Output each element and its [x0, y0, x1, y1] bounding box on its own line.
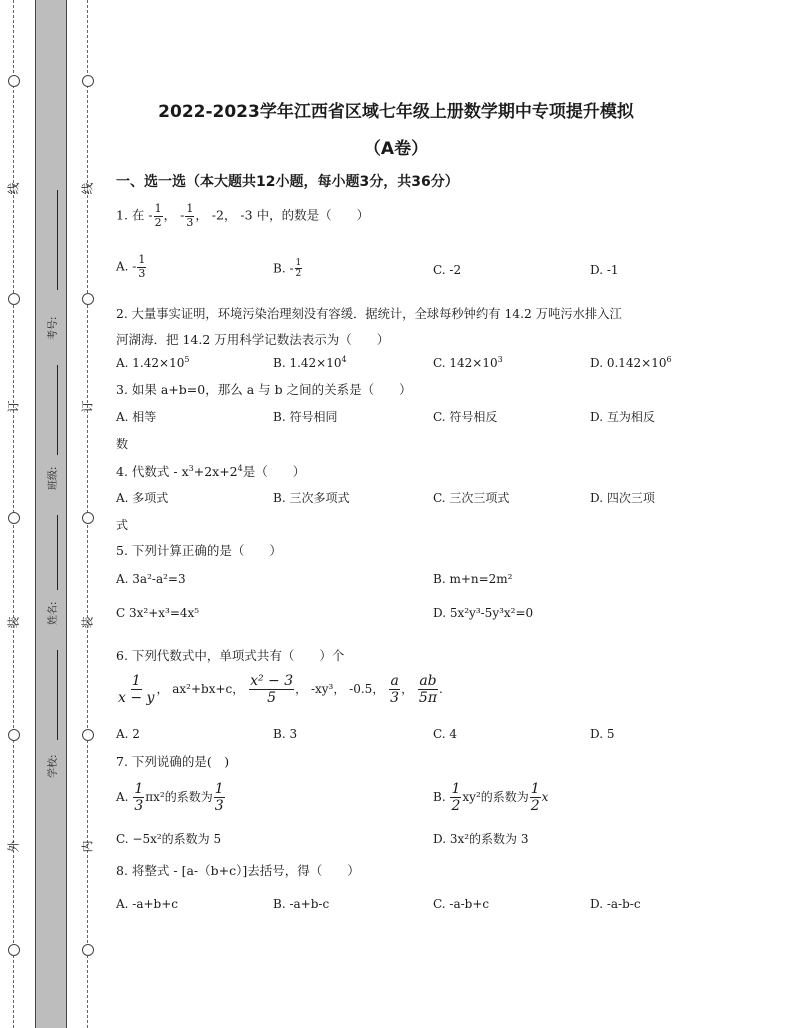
question-2-stem-line2: 河湖海．把 14.2 万用科学记数法表示为（ ） [116, 332, 390, 347]
question-2-option-d[interactable]: D. $0.142\times 10^6$ [590, 355, 672, 370]
fraction: $\frac{1}{2}$ [154, 202, 162, 229]
field-label-school: 学校: [48, 754, 59, 778]
fraction: $\frac{\text{x² − 3}}{5}$ [250, 673, 294, 707]
question-7-option-a[interactable]: A. $\frac{1}{3}$ πx²的系数为 $\frac{1}{3}$ [116, 781, 224, 815]
question-3-stem: 3. 如果 a+b=0，那么 a 与 b 之间的关系是（ ） [116, 382, 412, 397]
section-heading: 一、选一选（本大题共12小题，每小题3分，共36分） [116, 174, 459, 190]
punch-hole-circle [8, 75, 20, 87]
punch-hole-circle [82, 944, 94, 956]
question-8-option-d[interactable]: D. -a-b-c [590, 897, 641, 911]
field-label-name: 姓名: [48, 601, 59, 625]
fraction: $\frac{1}{2}$ [530, 781, 540, 815]
question-6-option-b[interactable]: B. 3 [273, 727, 298, 741]
margin-char-inner: 订 [80, 400, 95, 413]
question-3-option-b[interactable]: B. 符号相同 [273, 410, 338, 424]
question-8-option-b[interactable]: B. -a+b-c [273, 897, 330, 911]
question-3-option-d-wrap: 数 [116, 437, 129, 451]
question-2-stem-line1: 2. 大量事实证明，环境污染治理刻没有容缓．据统计，全球每秒钟约有 14.2 万吨污水排入江 [116, 307, 622, 321]
punch-hole-circle [8, 944, 20, 956]
margin-char-inner: 线 [80, 182, 95, 195]
question-1-option-d[interactable]: D. -1 [590, 263, 619, 277]
fraction: $\frac{ab}{5\pi}$ [418, 673, 438, 707]
question-7-option-d[interactable]: D. 3x²的系数为 3 [433, 832, 529, 846]
field-label-exam-number: 考号: [48, 316, 59, 340]
field-line-name[interactable] [57, 515, 58, 590]
question-1-stem: 1. 在 - $\frac{1}{2}$ ， - $\frac{1}{3}$ ， -2， -3 中，的数是（ ） [116, 202, 370, 229]
punch-hole-circle [82, 293, 94, 305]
fraction: $\frac{1}{3}$ [138, 253, 146, 280]
question-1-option-b[interactable]: B. - $\frac{1}{2}$ [273, 258, 302, 280]
question-5-option-d[interactable]: D. 5x²y³-5y³x²=0 [433, 606, 534, 620]
punch-hole-circle [82, 729, 94, 741]
margin-char-outer: 外 [6, 840, 21, 853]
question-5-option-c[interactable]: C 3x²+x³=4x⁵ [116, 606, 200, 620]
question-3-option-d[interactable]: D. 互为相反 [590, 410, 655, 424]
page-title: 2022-2023学年江西省区域七年级上册数学期中专项提升模拟 [158, 102, 634, 122]
question-7-option-b[interactable]: B. $\frac{1}{2}$ xy²的系数为 $\frac{1}{2}$ x [433, 781, 549, 815]
margin-char-inner: 装 [80, 616, 95, 629]
question-4-option-b[interactable]: B. 三次多项式 [273, 491, 350, 505]
question-5-option-a[interactable]: A. 3a²-a²=3 [116, 572, 186, 586]
fraction: $\frac{1}{3}$ [186, 202, 194, 229]
binding-strip [35, 0, 67, 1028]
question-7-option-c[interactable]: C. −5x²的系数为 5 [116, 832, 222, 846]
question-4-stem: 4. 代数式 - $x^3+2x+2^4$是（ ） [116, 463, 306, 479]
fraction: $\frac{1}{3}$ [134, 781, 144, 815]
fraction: $\frac{1}{2}$ [451, 781, 461, 815]
question-4-option-d[interactable]: D. 四次三项 [590, 491, 655, 505]
punch-hole-circle [82, 75, 94, 87]
question-6-stem: 6. 下列代数式中，单项式共有（ ）个 [116, 648, 345, 663]
question-3-option-c[interactable]: C. 符号相反 [433, 410, 498, 424]
question-1-option-c[interactable]: C. -2 [433, 263, 462, 277]
question-5-stem: 5. 下列计算正确的是（ ） [116, 543, 282, 558]
question-1-option-a[interactable]: A. - $\frac{1}{3}$ [116, 253, 146, 280]
question-6-option-a[interactable]: A. 2 [116, 727, 140, 741]
page-subtitle: （A卷） [363, 139, 429, 159]
question-4-option-a[interactable]: A. 多项式 [116, 491, 169, 505]
question-6-option-d[interactable]: D. 5 [590, 727, 615, 741]
margin-char-inner: 内 [80, 840, 95, 853]
question-6-expression: $\frac{1}{x - y}$ ， ax²+bx+c， $\frac{\text{x² − 3}}{5}$ ， -xy³， -0.5， $\frac{a}{3}$ ， $\frac{ab}{5\pi}$ . [118, 673, 443, 707]
punch-hole-circle [8, 293, 20, 305]
margin-char-outer: 订 [6, 400, 21, 413]
field-line-exam-number[interactable] [57, 190, 58, 290]
question-2-option-c[interactable]: C. $142\times 10^3$ [433, 355, 503, 370]
fraction: $\frac{1}{3}$ [214, 781, 224, 815]
question-8-option-c[interactable]: C. -a-b+c [433, 897, 490, 911]
question-6-option-c[interactable]: C. 4 [433, 727, 458, 741]
fraction: $\frac{a}{3}$ [390, 673, 400, 707]
field-label-class: 班级: [48, 466, 59, 490]
question-5-option-b[interactable]: B. m+n=2m² [433, 572, 513, 586]
question-2-option-b[interactable]: B. $1.42\times 10^4$ [273, 355, 347, 370]
punch-hole-circle [8, 729, 20, 741]
question-4-option-c[interactable]: C. 三次三项式 [433, 491, 510, 505]
question-8-stem: 8. 将整式 - [a-（b+c）]去括号，得（ ） [116, 863, 360, 878]
question-7-stem: 7. 下列说确的是( ) [116, 754, 230, 769]
question-8-option-a[interactable]: A. -a+b+c [116, 897, 179, 911]
fraction: $\frac{1}{2}$ [295, 258, 302, 280]
field-line-class[interactable] [57, 365, 58, 455]
margin-char-outer: 装 [6, 616, 21, 629]
punch-hole-circle [8, 512, 20, 524]
margin-char-outer: 线 [6, 182, 21, 195]
question-2-option-a[interactable]: A. $1.42\times 10^5$ [116, 355, 190, 370]
punch-hole-circle [82, 512, 94, 524]
field-line-school[interactable] [57, 650, 58, 740]
question-3-option-a[interactable]: A. 相等 [116, 410, 157, 424]
fraction: $\frac{1}{x - y}$ [118, 673, 155, 707]
question-4-option-d-wrap: 式 [116, 518, 129, 532]
